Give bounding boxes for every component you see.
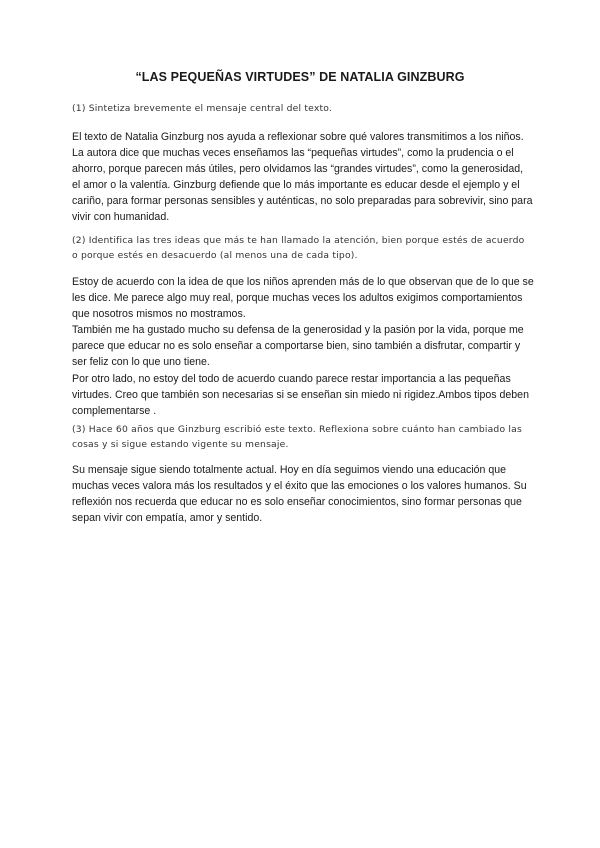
- answer-2: [72, 274, 534, 419]
- answer-1-paragraph: El texto de Natalia Ginzburg nos ayuda a reflexionar sobre qué valores transmitimos a los niños. La autora dice que muchas veces enseñamos las “pequeñas virtudes”, como la prudencia o el ahorro, porque parecen más útiles, pero olvidamos las “grandes virtudes”, como la generosidad, el amor o la valentía. Ginzburg defiende que lo más importante es educar desde el ejemplo y el cariño, para formar personas sensibles y auténticas, no solo preparadas para sobrevivir, sino para vivir con humanidad.: [72, 131, 533, 224]
- answer-2-paragraph-1: Estoy de acuerdo con la idea de que los niños aprenden más de lo que observan que de lo que se les dice. Me parece algo muy real, porque muchas veces los adultos exigimos comportamientos que nosotros mismos no mostramos.: [72, 276, 534, 321]
- question-3: (3) Hace 60 años que Ginzburg escribió este texto. Reflexiona sobre cuánto han cambiado las cosas y si sigue estando vigente su mensaje.: [72, 424, 522, 450]
- question-1: (1) Sintetiza brevemente el mensaje central del texto.: [72, 103, 333, 114]
- question-2: (2) Identifica las tres ideas que más te han llamado la atención, bien porque estés de acuerdo o porque estés en desacuerdo (al menos una de cada tipo).: [72, 235, 525, 261]
- answer-3: [72, 462, 534, 526]
- answer-2-paragraph-3: Por otro lado, no estoy del todo de acuerdo cuando parece restar importancia a las pequeñas virtudes. Creo que también son necesarias si se enseñan sin miedo ni rigidez.Ambos tipos deben complementarse .: [72, 372, 529, 417]
- document-title: “LAS PEQUEÑAS VIRTUDES” DE NATALIA GINZBURG: [135, 70, 465, 84]
- answer-1: [72, 129, 534, 226]
- answer-2-paragraph-2: También me ha gustado mucho su defensa de la generosidad y la pasión por la vida, porque me parece que educar no es solo enseñar a comportarse bien, sino también a disfrutar, compartir y ser feliz con lo que uno tiene.: [72, 324, 524, 369]
- answer-3-paragraph: Su mensaje sigue siendo totalmente actual. Hoy en día seguimos viendo una educación que muchas veces valora más los resultados y el éxito que las emociones o los valores humanos. Su reflexión nos recuerda que educar no es solo enseñar conocimientos, sino formar personas que sepan vivir con empatía, amor y sentido.: [72, 464, 527, 525]
